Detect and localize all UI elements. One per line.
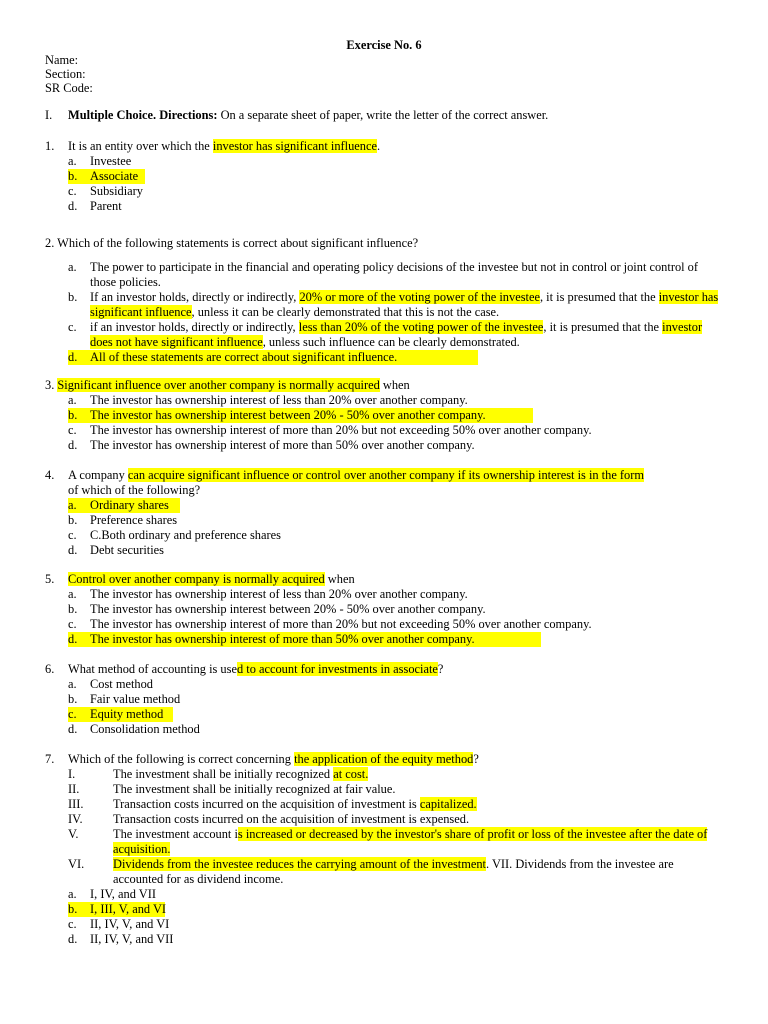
option-letter: b. [68,408,78,422]
option-text: Investee [90,154,132,168]
question-text: What method of accounting is use [68,662,237,676]
section-label: Section: [45,67,86,81]
item-text: . VII. Dividends from the investee are accounted for as dividend income. [113,857,674,886]
option-text-highlighted: Associate [90,169,139,183]
option-text: The investor has ownership interest of more than 20% but not exceeding 50% over another company. [90,617,592,631]
option-text: Fair value method [90,692,181,706]
option-letter: b. [68,513,78,527]
option-text-highlighted: All of these statements are correct about significant influence. [90,350,398,364]
option-text-highlighted: The investor has ownership interest of more than 50% over another company. [90,632,475,646]
item-text: Transaction costs incurred on the acquisition of investment is expensed. [113,812,470,826]
question-number: 3. [45,378,58,392]
roman-item-4 [45,812,725,827]
directions-bold: Multiple Choice. Directions: [68,108,218,122]
highlighted-text: investor has significant influence [90,290,719,319]
option-text: Parent [90,199,122,213]
option-text: , it is presumed that the [539,290,659,304]
option-c [45,423,725,438]
option-b [45,692,725,707]
option-c [45,917,725,932]
option-letter: b. [68,902,78,916]
option-a [45,887,725,902]
highlighted-text: can acquire significant influence or control over another company if its ownership interest is in the form [127,468,645,482]
option-a [45,677,725,692]
option-letter: c. [68,423,77,437]
question-5 [45,572,725,647]
question-number: 4. [45,468,55,482]
option-text: C.Both ordinary and preference shares [90,528,281,542]
option-text: The investor has ownership interest between 20% - 50% over another company. [90,602,486,616]
roman-numeral: II. [68,782,80,796]
roman-numeral: IV. [68,812,83,826]
option-b [45,169,725,184]
option-text: if an investor holds, directly or indirectly, [90,320,299,334]
option-letter: a. [68,677,77,691]
option-text: Consolidation method [90,722,200,736]
option-text: Cost method [90,677,153,691]
question-3 [45,378,725,453]
highlighted-text: Significant influence over another company is normally acquired [57,378,380,392]
option-text: , it is presumed that the [543,320,663,334]
highlighted-text: Control over another company is normally acquired [68,572,325,586]
option-text: , unless such influence can be clearly demonstrated. [262,335,520,349]
question-text: 2. Which of the following statements is correct about significant influence? [45,236,419,250]
question-text: It is an entity over which the [68,139,213,153]
option-text: The investor has ownership interest of less than 20% over another company. [90,587,468,601]
question-7 [45,752,725,947]
option-letter: d. [68,543,78,557]
highlighted-text: 20% or more of the voting power of the investee [299,290,540,304]
option-letter: d. [68,722,78,736]
option-text: The power to participate in the financial and operating policy decisions of the investee but not in control or joint control of those policies. [90,260,699,289]
option-b [45,290,725,320]
page-title: Exercise No. 6 [346,38,422,52]
option-c [45,320,725,350]
option-text-highlighted: I, III, V, and VI [90,902,167,916]
option-c [45,707,725,722]
question-text-end: ? [473,752,479,766]
question-text: A company [68,468,128,482]
option-letter: c. [68,617,77,631]
question-2 [45,236,725,365]
highlighted-text: less than 20% of the voting power of the investee [298,320,544,334]
highlighted-text: investor does not have significant influence [90,320,703,349]
option-letter: c. [68,528,77,542]
option-text: The investor has ownership interest of more than 50% over another company. [90,438,475,452]
option-letter: c. [68,320,77,334]
option-text-highlighted: Ordinary shares [90,498,169,512]
option-d [45,543,725,558]
option-text: , unless it can be clearly demonstrated that this is not the case. [191,305,500,319]
option-d [45,632,725,647]
option-text-highlighted: The investor has ownership interest between 20% - 50% over another company. [90,408,486,422]
option-text: The investor has ownership interest of more than 20% but not exceeding 50% over another company. [90,423,592,437]
option-text: Debt securities [90,543,164,557]
option-letter: c. [68,184,77,198]
item-text: Transaction costs incurred on the acquisition of investment is [113,797,420,811]
option-text-highlighted: Equity method [90,707,164,721]
question-text-end: ? [437,662,444,676]
question-number: 5. [45,572,55,586]
option-b [45,602,725,617]
option-letter: a. [68,587,77,601]
option-letter: c. [68,707,77,721]
option-a [45,498,725,513]
roman-numeral: V. [68,827,79,841]
highlighted-text: Dividends from the investee reduces the carrying amount of the investment [113,857,486,871]
question-number: 7. [45,752,55,766]
option-letter: a. [68,498,77,512]
part-number: I. [45,108,53,122]
question-text-end: . [377,139,381,153]
option-letter: a. [68,393,77,407]
option-letter: d. [68,350,78,364]
option-d [45,350,725,365]
question-text-continued: of which of the following? [68,483,201,497]
highlighted-text: the application of the equity method [294,752,474,766]
question-1 [45,139,725,214]
item-text: The investment shall be initially recognized at fair value. [113,782,396,796]
option-text: II, IV, V, and VI [90,917,170,931]
highlighted-text: investor has significant influence [212,139,378,153]
option-b [45,513,725,528]
option-a [45,260,725,290]
option-b [45,902,725,917]
option-text: I, IV, and VII [90,887,156,901]
option-d [45,932,725,947]
question-text: when [324,572,355,586]
option-text: The investor has ownership interest of less than 20% over another company. [90,393,468,407]
option-d [45,199,725,214]
directions-text: On a separate sheet of paper, write the letter of the correct answer. [217,108,549,122]
option-text: If an investor holds, directly or indirectly, [90,290,300,304]
highlighted-text: d to account for investments in associate [236,662,438,676]
option-c [45,528,725,543]
roman-numeral: I. [68,767,76,781]
sr-code-label: SR Code: [45,81,93,95]
option-letter: b. [68,692,78,706]
part-directions [45,108,725,123]
item-text: The investment account i [113,827,238,841]
highlighted-text: at cost. [333,767,369,781]
option-c [45,617,725,632]
option-letter: a. [68,154,77,168]
option-letter: d. [68,932,78,946]
answer-options [45,154,725,214]
option-letter: a. [68,887,77,901]
option-c [45,184,725,199]
roman-item-1 [45,767,725,782]
option-letter: a. [68,260,77,274]
option-text: Preference shares [90,513,178,527]
roman-item-2 [45,782,725,797]
roman-item-5 [45,827,725,857]
option-letter: c. [68,917,77,931]
option-letter: d. [68,199,78,213]
question-6 [45,662,725,737]
roman-numeral: III. [68,797,84,811]
question-number: 1. [45,139,55,153]
option-letter: b. [68,169,78,183]
highlighted-text: s increased or decreased by the investor's share of profit or loss of the investee after the date of acquisition. [113,827,708,856]
option-a [45,393,725,408]
option-d [45,722,725,737]
roman-item-6 [45,857,725,887]
option-letter: b. [68,290,78,304]
item-text: The investment shall be initially recognized [113,767,334,781]
name-label: Name: [45,53,79,67]
option-text: Subsidiary [90,184,144,198]
option-letter: b. [68,602,78,616]
question-text: when [379,378,410,392]
option-b [45,408,725,423]
option-text: II, IV, V, and VII [90,932,174,946]
question-text: Which of the following is correct concerning [68,752,295,766]
option-letter: d. [68,438,78,452]
question-4 [45,468,725,558]
option-letter: d. [68,632,78,646]
roman-item-3 [45,797,725,812]
question-number: 6. [45,662,55,676]
option-a [45,154,725,169]
roman-numeral: VI. [68,857,85,871]
option-d [45,438,725,453]
highlighted-text: capitalized. [419,797,477,811]
option-a [45,587,725,602]
